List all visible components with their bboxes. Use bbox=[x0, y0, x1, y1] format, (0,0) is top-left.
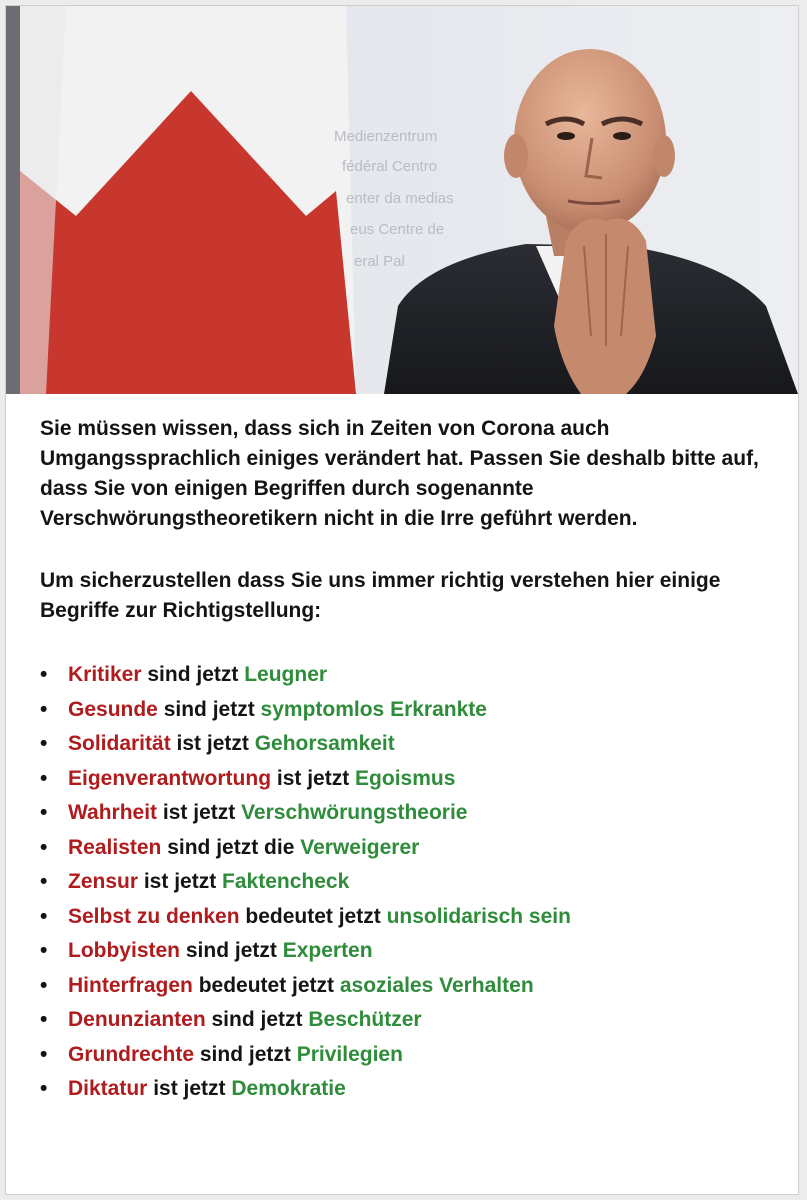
bullet: • bbox=[40, 663, 48, 686]
bullet: • bbox=[40, 801, 48, 824]
old-term: Kritiker bbox=[68, 663, 142, 686]
bullet: • bbox=[40, 732, 48, 755]
sign-text-1: Medienzentrum bbox=[334, 128, 438, 145]
lead-in-paragraph: Um sicherzustellen dass Sie uns immer richtig verstehen hier einige Begriffe zur Richtigstellung: bbox=[40, 569, 721, 622]
joiner: sind jetzt bbox=[180, 939, 283, 962]
list-item bbox=[40, 1072, 780, 1107]
joiner: bedeutet jetzt bbox=[192, 973, 340, 997]
new-meaning: Verweigerer bbox=[300, 835, 420, 859]
old-term: Denunzianten bbox=[68, 1008, 206, 1031]
bullet: • bbox=[40, 904, 48, 928]
joiner: ist jetzt bbox=[147, 1077, 232, 1100]
old-term: Diktatur bbox=[68, 1077, 148, 1100]
joiner: ist jetzt bbox=[138, 870, 223, 893]
bullet: • bbox=[40, 939, 48, 962]
article-text bbox=[40, 414, 780, 1107]
bullet: • bbox=[40, 766, 48, 790]
header-photo bbox=[6, 6, 798, 394]
sign-text-2: fédéral Centro bbox=[342, 158, 438, 175]
old-term: Zensur bbox=[68, 870, 139, 893]
bullet: • bbox=[40, 697, 48, 721]
old-term: Wahrheit bbox=[68, 801, 158, 824]
new-meaning: Gehorsamkeit bbox=[254, 732, 395, 755]
list-item bbox=[40, 1003, 780, 1038]
new-meaning: Privilegien bbox=[296, 1042, 403, 1066]
joiner: sind jetzt bbox=[194, 1042, 297, 1066]
joiner: sind jetzt bbox=[157, 697, 261, 721]
list-item bbox=[40, 693, 780, 728]
joiner: sind jetzt die bbox=[161, 835, 301, 859]
new-meaning: Demokratie bbox=[231, 1077, 346, 1100]
sign-text-5: eral Pal bbox=[354, 253, 405, 270]
joiner: sind jetzt bbox=[141, 663, 245, 686]
new-meaning: Leugner bbox=[244, 663, 328, 686]
list-item bbox=[40, 658, 780, 693]
bullet: • bbox=[40, 1008, 48, 1031]
old-term: Grundrechte bbox=[68, 1042, 195, 1066]
list-item bbox=[40, 796, 780, 831]
old-term: Lobbyisten bbox=[68, 939, 181, 962]
bullet: • bbox=[40, 1042, 48, 1066]
list-item bbox=[40, 762, 780, 797]
new-meaning: Faktencheck bbox=[222, 870, 350, 893]
old-term: Realisten bbox=[68, 835, 162, 859]
bullet: • bbox=[40, 1077, 48, 1100]
old-term: Solidarität bbox=[68, 732, 171, 755]
list-item bbox=[40, 934, 780, 969]
new-meaning: asoziales Verhalten bbox=[339, 973, 534, 997]
old-term: Gesunde bbox=[68, 697, 158, 721]
bullet: • bbox=[40, 870, 48, 893]
joiner: ist jetzt bbox=[271, 766, 356, 790]
new-meaning: Verschwörungstheorie bbox=[241, 801, 468, 824]
old-term: Selbst zu denken bbox=[68, 904, 240, 928]
new-meaning: Egoismus bbox=[355, 766, 456, 790]
new-meaning: symptomlos Erkrankte bbox=[260, 697, 487, 721]
joiner: ist jetzt bbox=[157, 801, 242, 824]
new-meaning: unsolidarisch sein bbox=[386, 904, 571, 928]
intro-paragraph: Sie müssen wissen, dass sich in Zeiten von Corona auch Umgangssprachlich einiges verändert hat. Passen Sie deshalb bitte auf, dass Sie von einigen Begriffen durch sogenannte Verschwörungstheoretikern nicht in die Irre geführt werden. bbox=[40, 417, 759, 530]
terms-list bbox=[40, 658, 780, 1107]
bullet: • bbox=[40, 973, 48, 997]
list-item bbox=[40, 900, 780, 935]
joiner: ist jetzt bbox=[170, 732, 255, 755]
list-item bbox=[40, 865, 780, 900]
list-item bbox=[40, 969, 780, 1004]
meme-card bbox=[5, 5, 799, 1195]
joiner: bedeutet jetzt bbox=[239, 904, 387, 928]
list-item bbox=[40, 727, 780, 762]
head bbox=[514, 49, 666, 233]
joiner: sind jetzt bbox=[205, 1008, 309, 1031]
new-meaning: Beschützer bbox=[308, 1008, 422, 1031]
list-item bbox=[40, 1038, 780, 1073]
old-term: Eigenverantwortung bbox=[68, 766, 272, 790]
new-meaning: Experten bbox=[282, 939, 373, 962]
old-term: Hinterfragen bbox=[68, 973, 193, 997]
portrait-photo bbox=[6, 6, 798, 394]
sign-text-4: eus Centre de bbox=[350, 221, 445, 238]
list-item bbox=[40, 831, 780, 866]
bullet: • bbox=[40, 835, 48, 859]
sign-text-3: enter da medias bbox=[346, 190, 454, 207]
